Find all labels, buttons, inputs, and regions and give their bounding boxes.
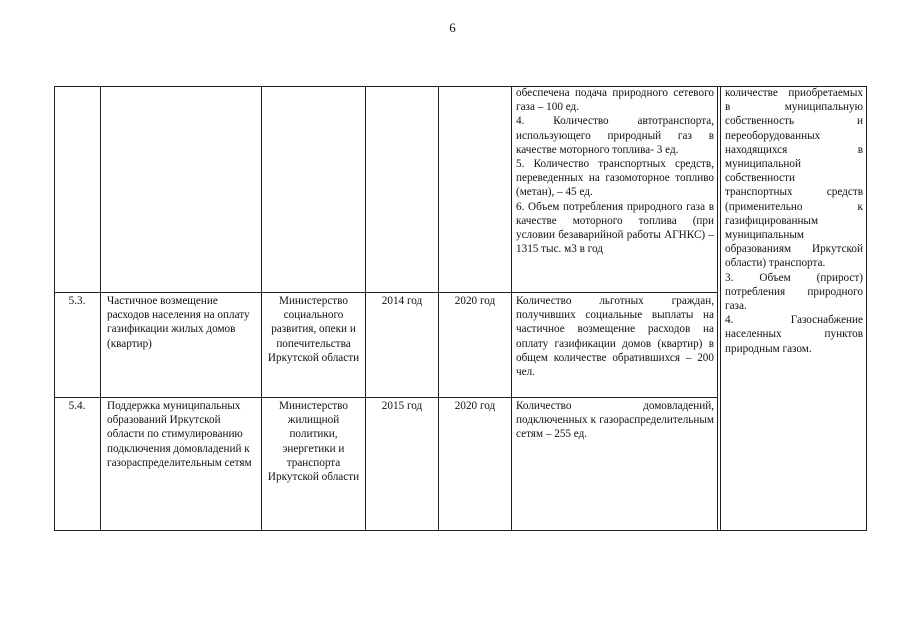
- result-line: 3. Объем (прирост) потребления природного газа.: [725, 271, 863, 313]
- end-year: 2020 год: [454, 295, 496, 307]
- end-year: 2020 год: [454, 400, 496, 412]
- row-number: 5.4.: [68, 400, 86, 412]
- col-divider: [720, 86, 721, 531]
- indicator-line: 5. Количество транспортных средств, переведенных на газомоторное топливо (метан), – 45 ед.: [516, 158, 714, 199]
- indicator-line: 4. Количество автотранспорта, использующего природный газ в качестве моторного топлива- 3 ед.: [516, 115, 714, 156]
- table-border-bottom: [54, 530, 866, 531]
- result-line: 4. Газоснабжение населенных пунктов природным газом.: [725, 314, 863, 355]
- row-number: 5.3.: [68, 295, 86, 307]
- row-divider: [54, 397, 718, 398]
- indicator: Количество домовладений, подключенных к газораспределительным сетям – 255 ед.: [516, 400, 714, 441]
- col-divider: [100, 86, 101, 531]
- executor: Министерство социального развития, опеки и попечительства Иркутской области: [267, 295, 360, 364]
- col-divider: [438, 86, 439, 531]
- executor: Министерство жилищной политики, энергетики и транспорта Иркутской области: [267, 400, 360, 484]
- indicator-line: 6. Объем потребления природного газа в качестве моторного топлива (при условии безаварийной работы АГНКС) – 1315 тыс. м3 в год: [516, 200, 714, 256]
- col-divider: [261, 86, 262, 531]
- indicator: Количество льготных граждан, получивших социальные выплаты на частичное возмещение расходов на оплату газификации домов (квартир) в общем количестве обратившихся – 200 чел.: [516, 295, 714, 379]
- start-year: 2014 год: [381, 295, 423, 307]
- result-line: количестве приобретаемых в муниципальную собственность и переоборудованных находящихся в муниципальной собственности транспортных средств (применительно к газифицированным муниципальным образованиям Иркутской области) транспорта.: [725, 87, 863, 270]
- col-divider: [866, 86, 867, 531]
- start-year: 2015 год: [381, 400, 423, 412]
- measure-name: Частичное возмещение расходов населения на оплату газификации жилых домов (квартир): [107, 295, 250, 350]
- indicator-line: обеспечена подача природного сетевого газа – 100 ед.: [516, 87, 714, 114]
- row-divider: [54, 292, 718, 293]
- col-divider: [511, 86, 512, 531]
- page-number: 6: [449, 20, 456, 35]
- measure-name: Поддержка муниципальных образований Иркутской области по стимулированию подключения домовладений к газораспределительным сетям: [107, 400, 252, 469]
- col-divider: [365, 86, 366, 531]
- results-cell: [725, 86, 863, 356]
- col-divider: [717, 86, 718, 531]
- col-divider: [54, 86, 55, 531]
- indicator-continuation-cell: [516, 86, 714, 256]
